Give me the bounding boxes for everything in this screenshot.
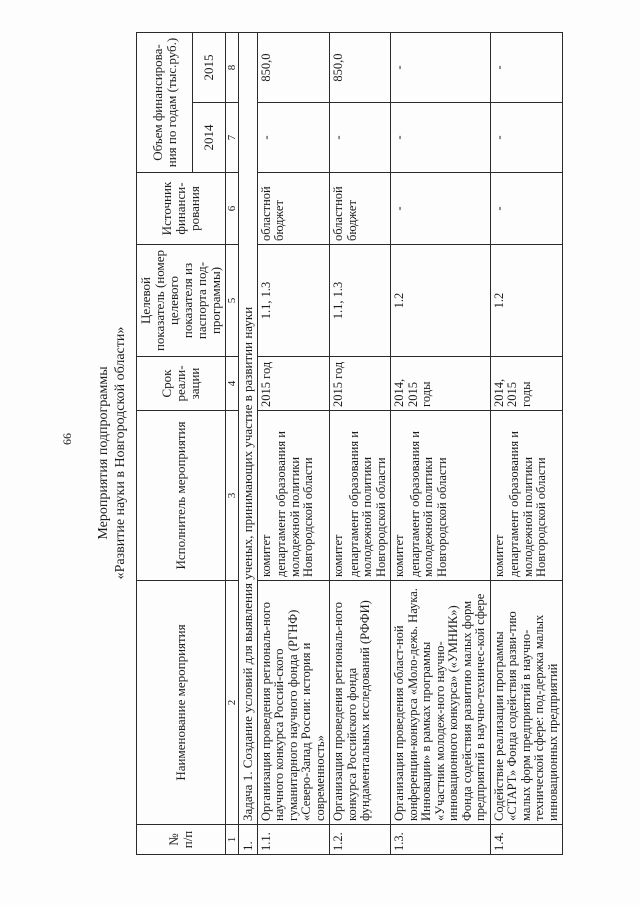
volume-2015: 850,0 [330,33,391,103]
measure-name: Организация проведения региональ-ного конкурса Российского фонда фундаментальных исследований (РФФИ) [330,581,391,825]
table-row [490,33,563,855]
header-year-2014: 2014 [193,103,226,173]
volume-2015: - [490,33,563,103]
header-indicator: Целевой показатель (номер целевого показателя из паспорта под-программы) [137,245,226,357]
executor-secondary: департамент образования и молодежной политики Новгородской области [274,431,315,577]
header-volume: Объем финансирова-ния по годам (тыс.руб.) [137,33,193,173]
row-number: 1.1. [257,825,330,855]
executor-primary: комитет [331,534,345,577]
measure-indicator: 1.2 [391,245,491,357]
row-number: 1.2. [330,825,391,855]
rotated-sheet [0,13,600,893]
table-row [330,33,391,855]
column-number: 3 [226,411,239,581]
volume-2014: - [490,103,563,173]
header-executor: Исполнитель мероприятия [137,411,226,581]
executor-secondary: департамент образования и молодежной политики Новгородской области [407,431,449,577]
executor-primary: комитет [392,534,406,577]
measures-table [136,32,563,855]
header-num: № п/п [137,825,226,855]
heading-line-2: «Развитие науки в Новгородской области» [113,326,128,580]
volume-2014: - [257,103,330,173]
column-number: 2 [226,581,239,825]
column-number: 5 [226,245,239,357]
executor-primary: комитет [491,534,506,577]
executor-primary: комитет [258,534,273,577]
measure-term: 2014, 2015 годы [490,357,563,411]
page-number: 66 [60,433,74,445]
measure-name: Организация проведения област-ной конференции-конкурса «Моло-дежь. Наука. Инновации» в рамках программы «Участник молодеж-ного научно-инновационного конкурса» («УМНИК») Фонда содействия развитию малых форм предприятий в научно-техничес-кой сфере [391,581,491,825]
column-number: 6 [226,173,239,245]
column-number: 4 [226,357,239,411]
header-year-2015: 2015 [193,33,226,103]
measure-indicator: 1.1, 1.3 [257,245,330,357]
measure-source: областной бюджет [257,173,330,245]
heading-line-1: Мероприятия подпрограммы [96,366,111,540]
header-name: Наименование мероприятия [137,581,226,825]
volume-2015: - [391,33,491,103]
measure-executor [490,411,563,581]
measure-term: 2015 год [257,357,330,411]
task-row [239,33,258,855]
executor-secondary: департамент образования и молодежной политики Новгородской области [346,431,388,577]
header-term: Срок реали-зации [137,357,226,411]
column-number: 1 [226,825,239,855]
measure-executor [257,411,330,581]
table-row [257,33,330,855]
task-number: 1. [239,825,258,855]
volume-2014: - [391,103,491,173]
executor-secondary: департамент образования и молодежной политики Новгородской области [507,431,548,577]
measure-executor [391,411,491,581]
measure-indicator: 1.2 [490,245,563,357]
column-number: 7 [226,103,239,173]
column-number: 8 [226,33,239,103]
document-heading [95,13,129,893]
volume-2015: 850,0 [257,33,330,103]
table-row [391,33,491,855]
column-number-row [226,33,239,855]
measure-name: Организация проведения региональ-ного научного конкурса Россий-ского гуманитарного научного фонда (РГНФ) «Северо-Запад России: история и современность» [257,581,330,825]
measure-term: 2014, 2015 годы [391,357,491,411]
volume-2014: - [330,103,391,173]
measure-source: - [490,173,563,245]
measure-source: - [391,173,491,245]
measure-source: областной бюджет [330,173,391,245]
row-number: 1.4. [490,825,563,855]
header-row [137,33,193,855]
row-number: 1.3. [391,825,491,855]
header-source: Источник финанси-рования [137,173,226,245]
measure-term: 2015 год [330,357,391,411]
measure-indicator: 1.1, 1.3 [330,245,391,357]
measure-executor [330,411,391,581]
measure-name: Содействие реализации программы «СТАРТ» Фонда содействия разви-тию малых форм предприятий в научно-технической сфере: под-держка малых инновационных предприятий [490,581,563,825]
task-title: Задача 1. Создание условий для выявления ученых, принимающих участие в развитии науки [239,33,258,825]
